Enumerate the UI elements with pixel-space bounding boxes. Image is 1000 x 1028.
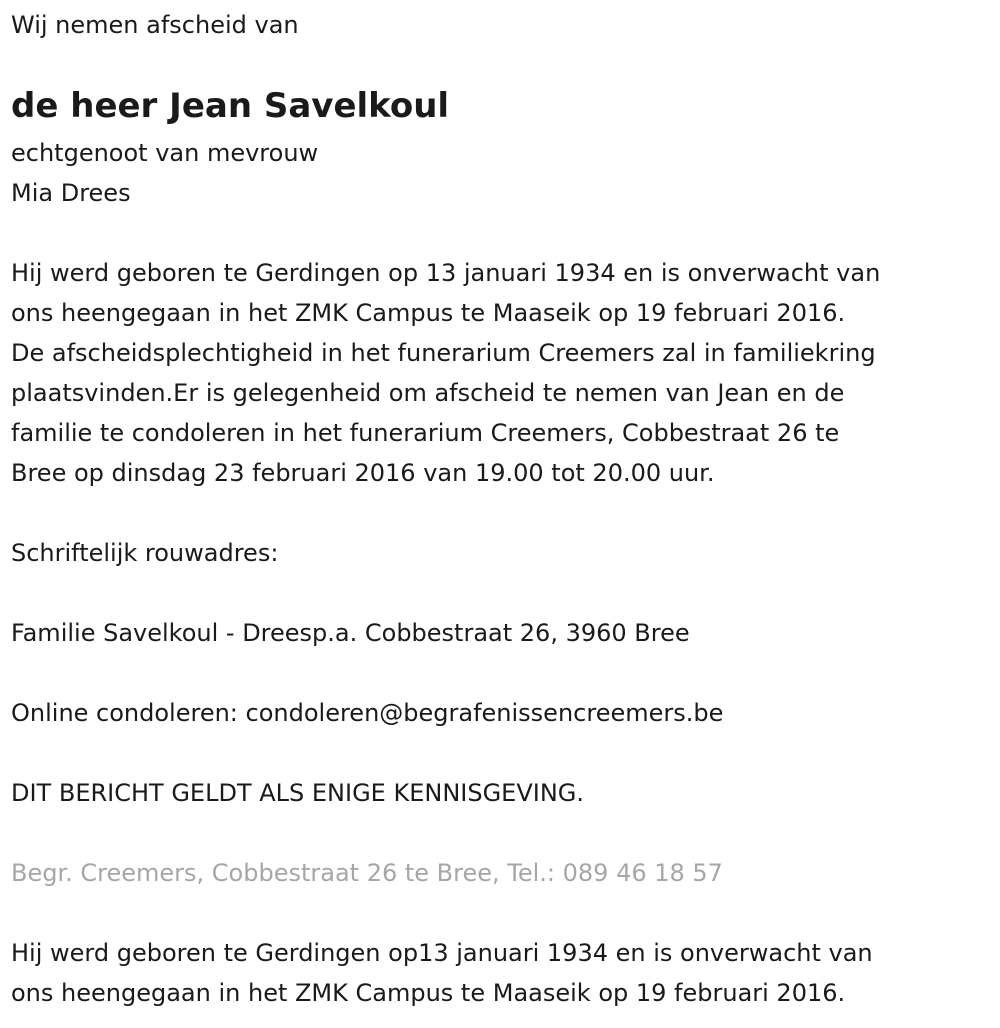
main-line: ons heengegaan in het ZMK Campus te Maaseik op 19 februari 2016. — [11, 299, 846, 327]
repeat-line: Hij werd geboren te Gerdingen op13 januari 1934 en is onverwacht van — [11, 939, 873, 967]
funeral-home-info: Begr. Creemers, Cobbestraat 26 te Bree, Tel.: 089 46 18 57 — [11, 859, 723, 887]
repeat-line: ons heengegaan in het ZMK Campus te Maaseik op 19 februari 2016. — [11, 979, 846, 1007]
intro-line: Wij nemen afscheid van — [11, 11, 299, 39]
spouse-line-2: Mia Drees — [11, 179, 131, 207]
spouse-block — [11, 133, 318, 213]
mourning-address: Familie Savelkoul - Dreesp.a. Cobbestraat 26, 3960 Bree — [11, 619, 690, 647]
repeat-paragraph — [11, 933, 873, 1013]
notice-statement: DIT BERICHT GELDT ALS ENIGE KENNISGEVING. — [11, 779, 585, 807]
main-paragraph — [11, 253, 880, 493]
main-line: Bree op dinsdag 23 februari 2016 van 19.00 tot 20.00 uur. — [11, 459, 715, 487]
spouse-line-1: echtgenoot van mevrouw — [11, 139, 319, 167]
address-label: Schriftelijk rouwadres: — [11, 539, 279, 567]
main-line: plaatsvinden.Er is gelegenheid om afscheid te nemen van Jean en de — [11, 379, 845, 407]
main-line: De afscheidsplechtigheid in het funerarium Creemers zal in familiekring — [11, 339, 876, 367]
main-line: familie te condoleren in het funerarium Creemers, Cobbestraat 26 te — [11, 419, 840, 447]
main-line: Hij werd geboren te Gerdingen op 13 januari 1934 en is onverwacht van — [11, 259, 881, 287]
deceased-name: de heer Jean Savelkoul — [11, 86, 450, 126]
online-condolence: Online condoleren: condoleren@begrafenissencreemers.be — [11, 699, 724, 727]
